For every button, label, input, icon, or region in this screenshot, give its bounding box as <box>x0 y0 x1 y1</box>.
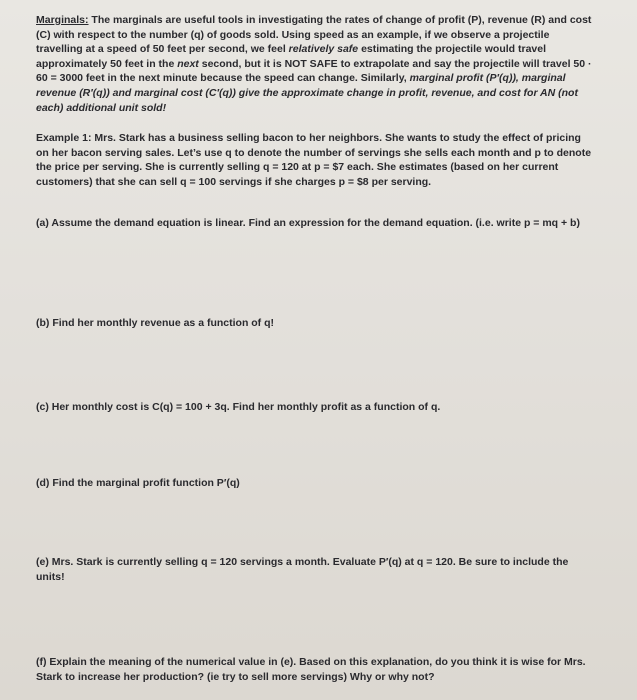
part-b: (b) Find her monthly revenue as a function of q! <box>36 317 275 329</box>
marginals-italic-text: marginal profit (P′(q)), marginal revenue (R′(q)) and marginal cost (C′(q)) give the approximate change in profit, revenue, and cost for AN (not each) additional unit sold! <box>36 72 578 114</box>
relatively-safe-text: relatively safe <box>288 43 359 56</box>
marginals-paragraph <box>36 13 596 115</box>
marginals-text-4: second, but it is <box>198 57 285 70</box>
part-d: (d) Find the marginal profit function P′(q) <box>36 477 240 489</box>
example-paragraph <box>36 131 596 189</box>
marginals-text-1: The marginals are useful tools in investigating the rates of change of profit (P), revenue (R) and cost (C) with respect to the number (q) of goods sold. Using speed as an example, if we observe a projectile travelling at a speed of 50 feet per second, we feel <box>36 14 592 56</box>
marginals-text-6: Similarly, <box>357 72 410 85</box>
part-a: (a) Assume the demand equation is linear. Find an expression for the demand equation. (i.e. write p = mq + b) <box>36 217 580 229</box>
estimating-text: estimating <box>361 43 414 56</box>
example-text: Mrs. Stark has a business selling bacon to her neighbors. She wants to study the effect of pricing on her bacon serving sales. Let’s use q to denote the number of servings she sells each month and p to denote the price per serving. She is currently selling q = 120 at p = $7 each. She estimates (based on her current customers) that she can sell q = 100 servings if she charges p = $8 per serving. <box>36 132 592 188</box>
next-text: next <box>177 57 199 70</box>
marginals-text-5: to extrapolate and say the projectile will travel 50 · 60 = 3000 feet in the next minute <box>36 57 592 85</box>
marginals-text-3: the projectile would travel approximately 50 feet in the <box>36 43 547 70</box>
because-text: because the speed can change. <box>200 72 358 85</box>
part-e: (e) Mrs. Stark is currently selling q = 120 servings a month. Evaluate P′(q) at q = 120. Be sure to include the units! <box>36 556 569 583</box>
not-safe-text: NOT SAFE <box>284 57 338 70</box>
part-c: (c) Her monthly cost is C(q) = 100 + 3q. Find her monthly profit as a function of q. <box>36 401 441 413</box>
example-label: Example 1: <box>36 132 92 144</box>
marginals-heading: Marginals: <box>36 14 89 26</box>
part-f: (f) Explain the meaning of the numerical value in (e). Based on this explanation, do you think it is wise for Mrs. Stark to increase her production? (ie try to sell more servings) Why or why not? <box>36 656 586 683</box>
